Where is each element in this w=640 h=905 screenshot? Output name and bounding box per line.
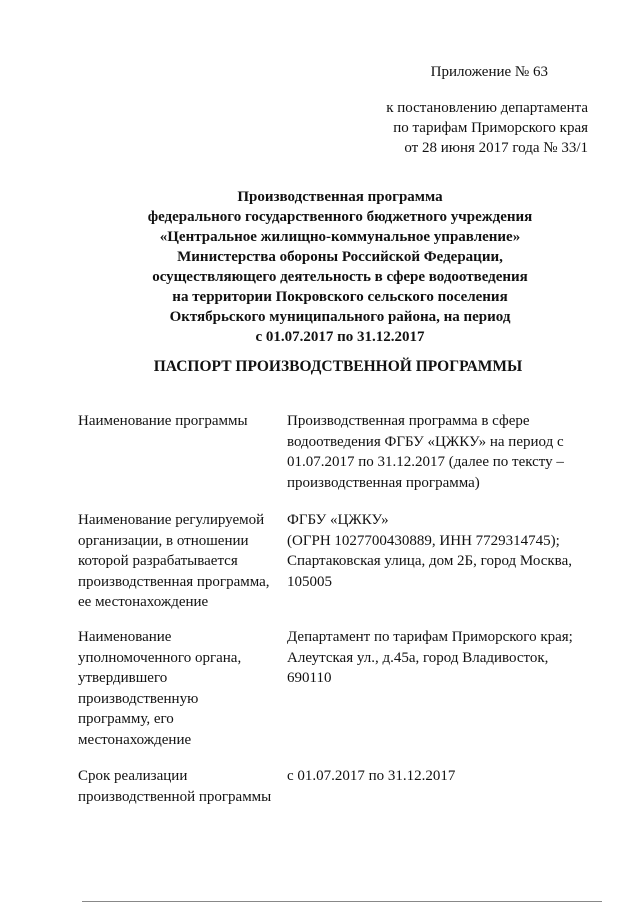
row-value bbox=[287, 766, 597, 787]
label-line: программу, его bbox=[78, 711, 174, 728]
title-line: с 01.07.2017 по 31.12.2017 bbox=[255, 329, 425, 345]
passport-heading: ПАСПОРТ ПРОИЗВОДСТВЕННОЙ ПРОГРАММЫ bbox=[153, 358, 523, 375]
label-line: Наименование регулируемой bbox=[78, 512, 265, 528]
appendix-number: Приложение № 63 bbox=[430, 64, 548, 80]
value-line: Спартаковская улица, дом 2Б, город Москва, bbox=[287, 553, 572, 570]
label-line: ее местонахождение bbox=[78, 594, 209, 611]
page-bottom-edge bbox=[82, 901, 602, 902]
reference-line: по тарифам Приморского края bbox=[393, 120, 588, 136]
value-line: производственная программа) bbox=[287, 474, 480, 491]
label-line: производственную bbox=[78, 690, 199, 707]
value-line: 01.07.2017 по 31.12.2017 (далее по тексту – bbox=[287, 454, 564, 471]
row-label bbox=[78, 627, 278, 751]
title-line: на территории Покровского сельского поселения bbox=[172, 289, 508, 305]
reference-line: к постановлению департамента bbox=[386, 100, 588, 116]
label-line: Наименование программы bbox=[78, 413, 248, 429]
value-line: Производственная программа в сфере bbox=[287, 413, 530, 429]
value-line: 105005 bbox=[287, 573, 332, 590]
title-line: Министерства обороны Российской Федерации, bbox=[177, 249, 503, 265]
resolution-reference bbox=[0, 98, 588, 158]
value-line: 690110 bbox=[287, 670, 332, 687]
label-line: Наименование bbox=[78, 629, 172, 645]
title-line: «Центральное жилищно-коммунальное управление» bbox=[159, 229, 521, 245]
title-line: Производственная программа bbox=[237, 189, 443, 205]
label-line: производственной программы bbox=[78, 788, 272, 805]
program-title bbox=[0, 187, 640, 347]
value-line: (ОГРН 1027700430889, ИНН 7729314745); bbox=[287, 532, 560, 549]
row-label bbox=[78, 411, 278, 432]
label-line: местонахождение bbox=[78, 731, 192, 748]
label-line: утвердившего bbox=[78, 670, 168, 687]
label-line: производственная программа, bbox=[78, 573, 270, 590]
row-value bbox=[287, 510, 597, 592]
title-line: Октябрьского муниципального района, на период bbox=[169, 309, 511, 325]
title-line: осуществляющего деятельность в сфере водоотведения bbox=[152, 269, 528, 285]
reference-line: от 28 июня 2017 года № 33/1 bbox=[404, 140, 588, 156]
row-value bbox=[287, 411, 597, 493]
row-value bbox=[287, 627, 597, 689]
value-line: с 01.07.2017 по 31.12.2017 bbox=[287, 768, 456, 784]
value-line: водоотведения ФГБУ «ЦЖКУ» на период с bbox=[287, 433, 564, 450]
value-line: ФГБУ «ЦЖКУ» bbox=[287, 512, 389, 528]
label-line: которой разрабатывается bbox=[78, 553, 238, 570]
title-line: федерального государственного бюджетного учреждения bbox=[147, 209, 533, 225]
label-line: Срок реализации bbox=[78, 768, 188, 784]
row-label bbox=[78, 510, 278, 613]
row-label bbox=[78, 766, 278, 807]
label-line: организации, в отношении bbox=[78, 532, 249, 549]
value-line: Алеутская ул., д.45а, город Владивосток, bbox=[287, 649, 549, 666]
value-line: Департамент по тарифам Приморского края; bbox=[287, 629, 573, 645]
label-line: уполномоченного органа, bbox=[78, 649, 242, 666]
